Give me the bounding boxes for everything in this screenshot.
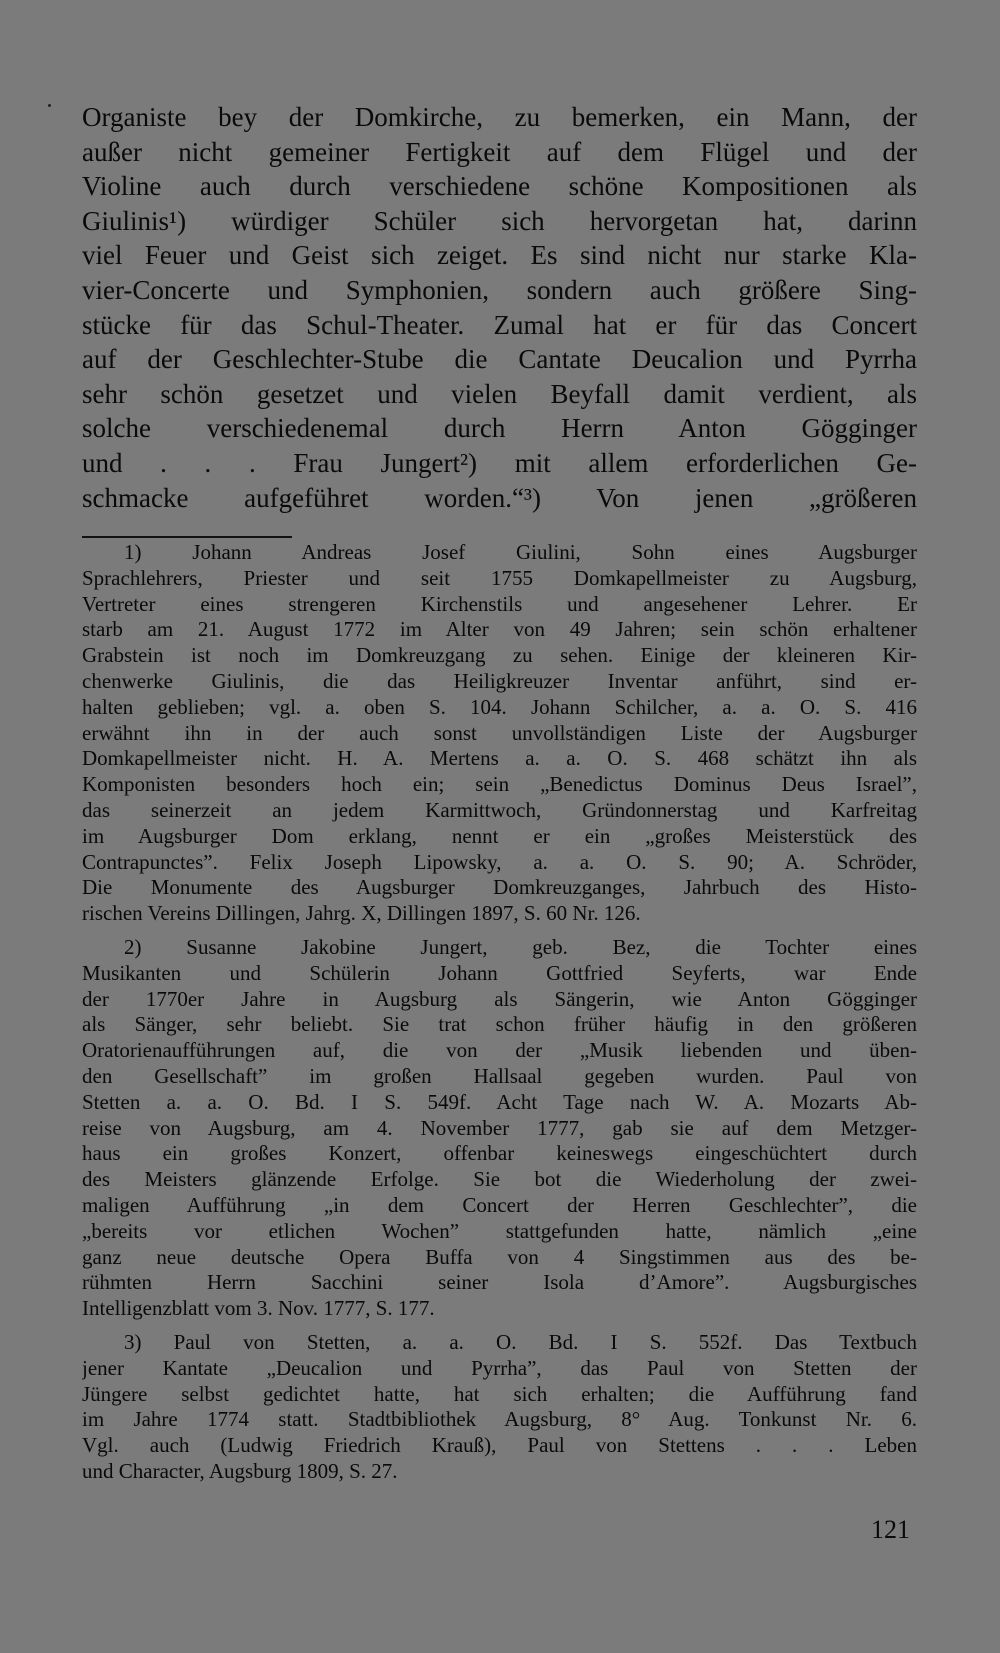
footnote-line: rühmten Herrn Sacchini seiner Isola d’Amore”. Augsburgisches	[82, 1270, 917, 1295]
footnote-text: Johann Andreas Josef Giulini, Sohn eines Augsburger	[192, 540, 917, 564]
footnote-line: jener Kantate „Deucalion und Pyrrha”, das Paul von Stetten der	[82, 1355, 917, 1380]
footnote-line: rischen Vereins Dillingen, Jahrg. X, Dillingen 1897, S. 60 Nr. 126.	[82, 901, 641, 926]
footnote-line: halten geblieben; vgl. a. oben S. 104. Johann Schilcher, a. a. O. S. 416	[82, 694, 917, 719]
footnote-line	[82, 540, 917, 566]
page-number: 121	[871, 1515, 910, 1544]
footnote-line	[82, 935, 917, 961]
footnote-line: Intelligenzblatt vom 3. Nov. 1777, S. 177.	[82, 1296, 435, 1321]
body-line: außer nicht gemeiner Fertigkeit auf dem Flügel und der	[82, 136, 917, 167]
footnote-line: haus ein großes Konzert, offenbar keineswegs eingeschüchtert durch	[82, 1141, 917, 1166]
footnote-line: Stetten a. a. O. Bd. I S. 549f. Acht Tage nach W. A. Mozarts Ab-	[82, 1089, 917, 1114]
footnote-line: maligen Aufführung „in dem Concert der Herren Geschlechter”, die	[82, 1192, 917, 1217]
footnote-2	[82, 935, 917, 1322]
footnote-marker: 1)	[124, 540, 142, 564]
main-body-text	[82, 100, 917, 515]
footnote-line: das seinerzeit an jedem Karmittwoch, Gründonnerstag und Karfreitag	[82, 797, 917, 822]
footnote-line: „bereits vor etlichen Wochen” stattgefunden hatte, nämlich „eine	[82, 1218, 917, 1243]
footnote-marker: 3)	[124, 1329, 142, 1354]
footnote-line: starb am 21. August 1772 im Alter von 49 Jahren; sein schön erhaltener	[82, 617, 917, 642]
footnote-line: Vertreter eines strengeren Kirchenstils und angesehener Lehrer. Er	[82, 591, 917, 616]
body-line: Giulinis¹) würdiger Schüler sich hervorgetan hat, darinn	[82, 205, 917, 236]
footnote-line: der 1770er Jahre in Augsburg als Sängerin, wie Anton Gögginger	[82, 986, 917, 1011]
footnote-line: Jüngere selbst gedichtet hatte, hat sich erhalten; die Aufführung fand	[82, 1381, 917, 1406]
body-line: sehr schön gesetzet und vielen Beyfall damit verdient, als	[82, 378, 917, 409]
footnote-line: Contrapunctes”. Felix Joseph Lipowsky, a. a. O. S. 90; A. Schröder,	[82, 849, 917, 874]
book-page	[82, 100, 917, 1483]
footnote-line: Musikanten und Schülerin Johann Gottfried Seyferts, war Ende	[82, 960, 917, 985]
footnote-text: Susanne Jakobine Jungert, geb. Bez, die Tochter eines	[186, 934, 917, 959]
footnote-line: im Augsburger Dom erklang, nennt er ein „großes Meisterstück des	[82, 823, 917, 848]
body-line: Organiste bey der Domkirche, zu bemerken, ein Mann, der	[82, 102, 917, 132]
footnote-line: Komponisten besonders hoch ein; sein „Benedictus Dominus Deus Israel”,	[82, 772, 917, 797]
footnotes	[82, 540, 917, 1493]
ink-speck	[48, 104, 51, 107]
footnote-line	[82, 1330, 917, 1356]
body-line: und . . . Frau Jungert²) mit allem erforderlichen Ge-	[82, 447, 917, 478]
footnote-line: ganz neue deutsche Opera Buffa von 4 Singstimmen aus des be-	[82, 1244, 917, 1269]
footnote-line: und Character, Augsburg 1809, S. 27.	[82, 1458, 398, 1483]
footnote-line: Vgl. auch (Ludwig Friedrich Krauß), Paul von Stettens . . . Leben	[82, 1433, 917, 1458]
footnote-line: im Jahre 1774 statt. Stadtbibliothek Augsburg, 8° Aug. Tonkunst Nr. 6.	[82, 1407, 917, 1432]
body-line: viel Feuer und Geist sich zeiget. Es sind nicht nur starke Kla-	[82, 240, 917, 271]
footnote-line: chenwerke Giulinis, die das Heiligkreuzer Inventar anführt, sind er-	[82, 668, 917, 693]
footnote-text: Paul von Stetten, a. a. O. Bd. I S. 552f. Das Textbuch	[173, 1329, 917, 1354]
body-line: auf der Geschlechter-Stube die Cantate Deucalion und Pyrrha	[82, 344, 917, 375]
footnote-line: als Sänger, sehr beliebt. Sie trat schon früher häufig in den größeren	[82, 1012, 917, 1037]
footnote-line: des Meisters glänzende Erfolge. Sie bot die Wiederholung der zwei-	[82, 1167, 917, 1192]
footnote-1	[82, 540, 917, 927]
footnote-line: Oratorienaufführungen auf, die von der „Musik liebenden und üben-	[82, 1038, 917, 1063]
footnote-line: Domkapellmeister nicht. H. A. Mertens a. a. O. S. 468 schätzt ihn als	[82, 746, 917, 771]
footnote-line: Die Monumente des Augsburger Domkreuzganges, Jahrbuch des Histo-	[82, 875, 917, 900]
body-line: schmacke aufgeführet worden.“³) Von jenen „größeren	[82, 482, 917, 513]
footnote-line: erwähnt ihn in der auch sonst unvollständigen Liste der Augsburger	[82, 720, 917, 745]
body-line: Violine auch durch verschiedene schöne Kompositionen als	[82, 171, 917, 202]
body-line: vier-Concerte und Symphonien, sondern auch größere Sing-	[82, 274, 917, 305]
footnote-line: Sprachlehrers, Priester und seit 1755 Domkapellmeister zu Augsburg,	[82, 565, 917, 590]
footnote-line: Grabstein ist noch im Domkreuzgang zu sehen. Einige der kleineren Kir-	[82, 643, 917, 668]
body-line: solche verschiedenemal durch Herrn Anton Gögginger	[82, 413, 917, 444]
footnote-marker: 2)	[124, 934, 142, 959]
body-line: stücke für das Schul-Theater. Zumal hat er für das Concert	[82, 309, 917, 340]
footnote-3	[82, 1330, 917, 1485]
footnote-line: den Gesellschaft” im großen Hallsaal gegeben wurden. Paul von	[82, 1063, 917, 1088]
footnote-line: reise von Augsburg, am 4. November 1777, gab sie auf dem Metzger-	[82, 1115, 917, 1140]
footnote-separator	[82, 536, 292, 538]
